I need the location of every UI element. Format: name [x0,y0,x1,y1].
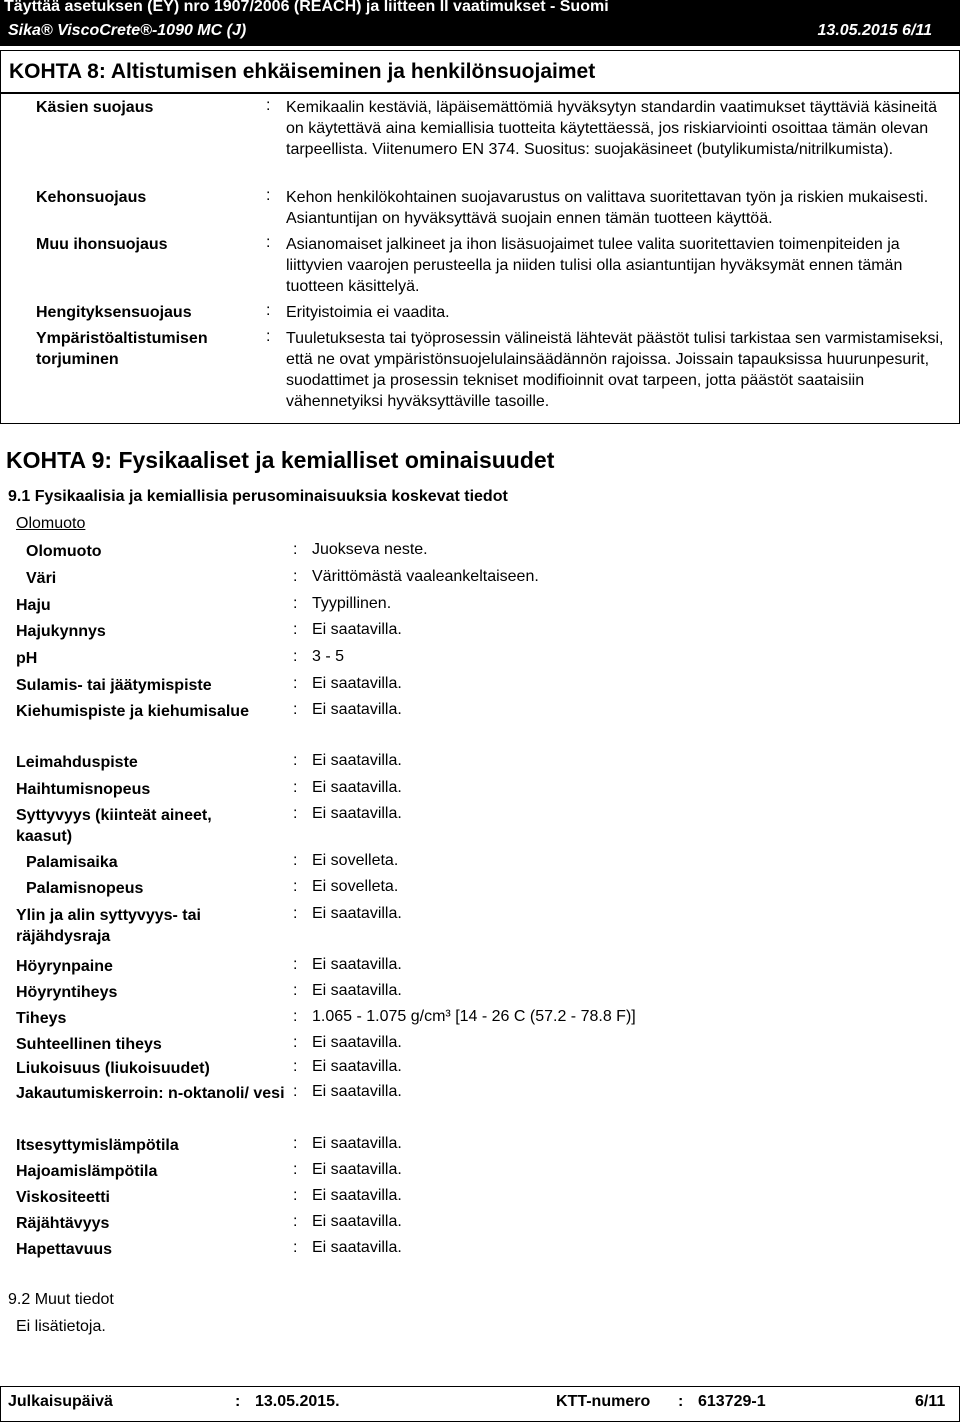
property-label: Palamisnopeus [26,880,144,897]
property-value: Ei saatavilla. [312,675,402,692]
property-label: Kiehumispiste ja kiehumisalue [16,703,249,720]
property-label: Hapettavuus [16,1241,113,1258]
section9-2-text: Ei lisätietoja. [16,1318,106,1335]
property-value: Ei saatavilla. [312,905,402,922]
property-label: Höyrynpaine [16,958,113,975]
s8-text: Kehon henkilökohtainen suojavarustus on valittava suoritettavan työn ja riskien mukaisesti. Asiantuntijan on hyväksyttävä suojain ennen tämän tuotteen käyttöä. [286,189,929,227]
property-label: Sulamis- tai jäätymispiste [16,677,212,694]
header-date-page: 13.05.2015 6/11 [817,22,932,39]
colon: : [266,187,271,204]
property-label: Syttyvyys (kiinteät aineet, kaasut) [16,807,212,845]
property-value: Ei saatavilla. [312,1161,402,1178]
property-value: Ei saatavilla. [312,1034,402,1051]
property-label: pH [16,650,38,667]
regulation-title: Täyttää asetuksen (EY) nro 1907/2006 (REACH) ja liitteen II vaatimukset - Suomi [4,0,609,15]
product-name: Sika® ViscoCrete®-1090 MC (J) [8,22,247,39]
property-value: Ei saatavilla. [312,752,402,769]
property-label: Suhteellinen tiheys [16,1036,162,1053]
property-value: Ei saatavilla. [312,982,402,999]
colon: : [293,878,298,895]
property-label: Olomuoto [26,543,102,560]
s8-label: Hengityksensuojaus [36,304,192,321]
property-value: Ei sovelleta. [312,878,399,895]
colon: : [293,1058,298,1075]
colon: : [293,621,298,638]
property-value: Juokseva neste. [312,541,428,558]
property-value: Ei saatavilla. [312,621,402,638]
colon: : [235,1393,241,1410]
s8-label: Käsien suojaus [36,99,154,116]
colon: : [293,956,298,973]
property-value: 1.065 - 1.075 g/cm³ [14 - 26 C (57.2 - 78.8 F)] [312,1008,636,1025]
property-value: 3 - 5 [312,648,345,665]
colon: : [293,1239,298,1256]
section8-title: KOHTA 8: Altistumisen ehkäiseminen ja henkilönsuojaimet [9,60,596,83]
property-label: Haihtumisnopeus [16,781,151,798]
s8-label: Ympäristöaltistumisen torjuminen [36,330,208,368]
property-label: Leimahduspiste [16,754,138,771]
footer-box [0,1386,960,1422]
document-header [0,0,960,46]
colon: : [293,541,298,558]
property-value: Ei saatavilla. [312,805,402,822]
colon: : [293,1161,298,1178]
colon: : [293,1213,298,1230]
colon: : [293,852,298,869]
colon: : [293,675,298,692]
footer-ktt-value: 613729-1 [698,1393,766,1410]
colon: : [293,701,298,718]
property-label: Ylin ja alin syttyvyys- tai räjähdysraja [16,907,201,945]
colon: : [293,779,298,796]
section8-title-box [0,50,960,94]
colon: : [678,1393,684,1410]
colon: : [293,982,298,999]
colon: : [293,1034,298,1051]
colon: : [293,752,298,769]
property-value: Ei sovelleta. [312,852,399,869]
colon: : [293,1083,298,1100]
property-value: Ei saatavilla. [312,1213,402,1230]
colon: : [266,97,271,114]
property-label: Höyryntiheys [16,984,118,1001]
property-label: Jakautumiskerroin: n-oktanoli/ vesi [16,1085,285,1102]
colon: : [293,648,298,665]
property-label: Väri [26,570,57,587]
property-value: Ei saatavilla. [312,956,402,973]
footer-page: 6/11 [915,1393,946,1410]
colon: : [293,805,298,822]
property-label: Hajoamislämpötila [16,1163,158,1180]
s8-label: Muu ihonsuojaus [36,236,168,253]
property-label: Liukoisuus (liukoisuudet) [16,1060,210,1077]
s8-label: Kehonsuojaus [36,189,147,206]
property-label: Haju [16,597,51,614]
property-label: Tiheys [16,1010,67,1027]
property-value: Värittömästä vaaleankeltaiseen. [312,568,539,585]
property-value: Ei saatavilla. [312,779,402,796]
colon: : [293,1008,298,1025]
property-value: Ei saatavilla. [312,701,402,718]
property-value: Ei saatavilla. [312,1239,402,1256]
section9-title: KOHTA 9: Fysikaaliset ja kemialliset ominaisuudet [6,447,555,473]
property-label: Hajukynnys [16,623,106,640]
property-value: Ei saatavilla. [312,1058,402,1075]
s8-text: Tuuletuksesta tai työprosessin välineistä lähtevät päästöt tulisi tarkistaa sen varmistamiseksi, että ne ovat ympäristönsuojelulainsäädännön rajoissa. Joissain tapauksissa huurunpesurit, suodattimet ja prosessin tekniset modifioinnit ovat tarpeen, jotta päästöt saataisiin vähennetyiksi hyväksyttäville tasoille. [286,330,944,410]
colon: : [266,328,271,345]
s8-text: Asianomaiset jalkineet ja ihon lisäsuojaimet tulee valita suoritettavien toimenpiteiden ja liittyvien vaarojen perusteella ja niiden tulisi olla asiantuntijan hyväksymät ennen tämän tuotteen käsittelyä. [286,236,903,295]
colon: : [293,1187,298,1204]
property-label: Itsesyttymislämpötila [16,1137,179,1154]
colon: : [293,1135,298,1152]
property-value: Ei saatavilla. [312,1135,402,1152]
colon: : [266,234,271,251]
footer-pub-date: 13.05.2015. [255,1393,340,1410]
property-label: Viskositeetti [16,1189,110,1206]
property-label: Räjähtävyys [16,1215,110,1232]
colon: : [293,905,298,922]
footer-pub-label: Julkaisupäivä [8,1393,113,1410]
footer-ktt-label: KTT-numero [556,1393,651,1410]
property-value: Ei saatavilla. [312,1187,402,1204]
s8-text: Kemikaalin kestäviä, läpäisemättömiä hyväksytyn standardin vaatimukset täyttäviä käsineitä on käytettävä aina kemiallisia tuotteita käytettäessä, jos riskiarviointi osoittaa tämän olevan tarpeellista. Viitenumero EN 374. Suositus: suojakäsineet (butylikumista/nitrilkumista). [286,99,937,158]
colon: : [293,568,298,585]
section9-subheading: 9.1 Fysikaalisia ja kemiallisia perusominaisuuksia koskevat tiedot [8,488,508,505]
colon: : [266,302,271,319]
s8-text: Erityistoimia ei vaadita. [286,304,450,321]
property-value: Tyypillinen. [312,595,392,612]
section9-2-heading: 9.2 Muut tiedot [8,1291,114,1308]
property-value: Ei saatavilla. [312,1083,402,1100]
olomuoto-heading: Olomuoto [16,515,86,532]
property-label: Palamisaika [26,854,118,871]
colon: : [293,595,298,612]
